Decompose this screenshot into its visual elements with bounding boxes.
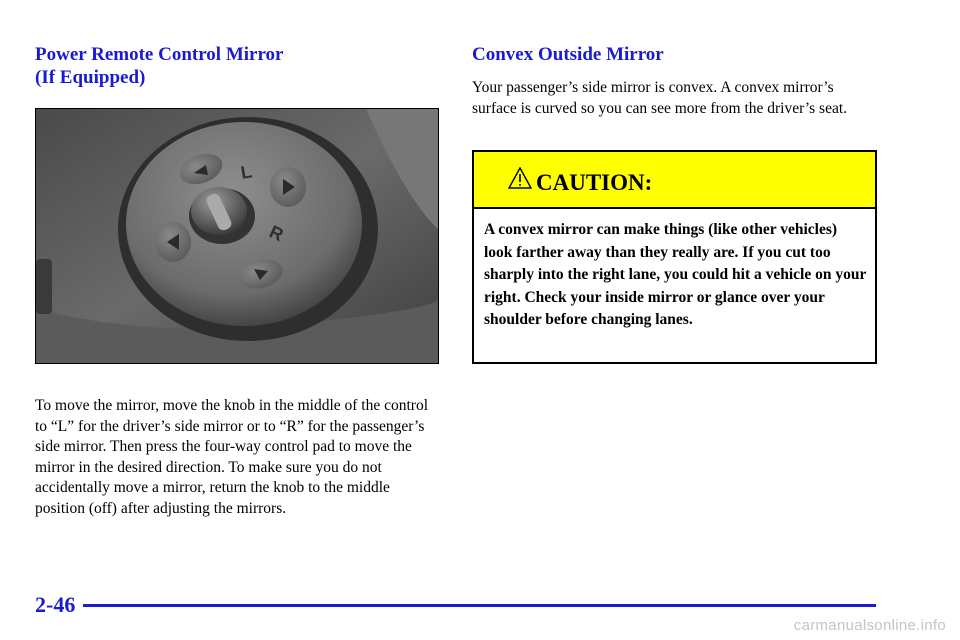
label-r: R [266, 221, 287, 246]
mirror-control-photo [35, 108, 439, 364]
power-mirror-instructions: To move the mirror, move the knob in the middle of the control to “L” for the driver’s side mirror or to “R” for the passenger’s side mirror. Then press the four-way control pad to move the mirror in the desired direction. To make sure you do not accidentally move a mirror, return the knob to the middle position (off) after adjusting the mirrors. [35, 397, 429, 517]
caution-text: A convex mirror can make things (like other vehicles) look farther away than they really are. If you cut too sharply into the right lane, you could hit a vehicle on your right. Check your inside mirror or glance over your shoulder before changing lanes. [484, 221, 867, 328]
page-number: 2-46 [35, 592, 76, 617]
convex-mirror-description: Your passenger’s side mirror is convex. A convex mirror’s surface is curved so you can see more from the driver’s seat. [472, 79, 848, 117]
caution-header [474, 152, 875, 209]
heading-line-2: (If Equipped) [35, 67, 146, 88]
label-l: L [239, 161, 254, 183]
section-heading-power-mirror [35, 43, 435, 89]
section-heading-convex-mirror: Convex Outside Mirror [472, 44, 664, 65]
footer-rule [83, 604, 876, 607]
heading-line-1: Power Remote Control Mirror [35, 44, 284, 65]
caution-title: CAUTION: [536, 170, 653, 195]
watermark: carmanualsonline.info [793, 617, 946, 634]
warning-triangle-icon [508, 167, 532, 189]
caution-box [472, 150, 877, 364]
